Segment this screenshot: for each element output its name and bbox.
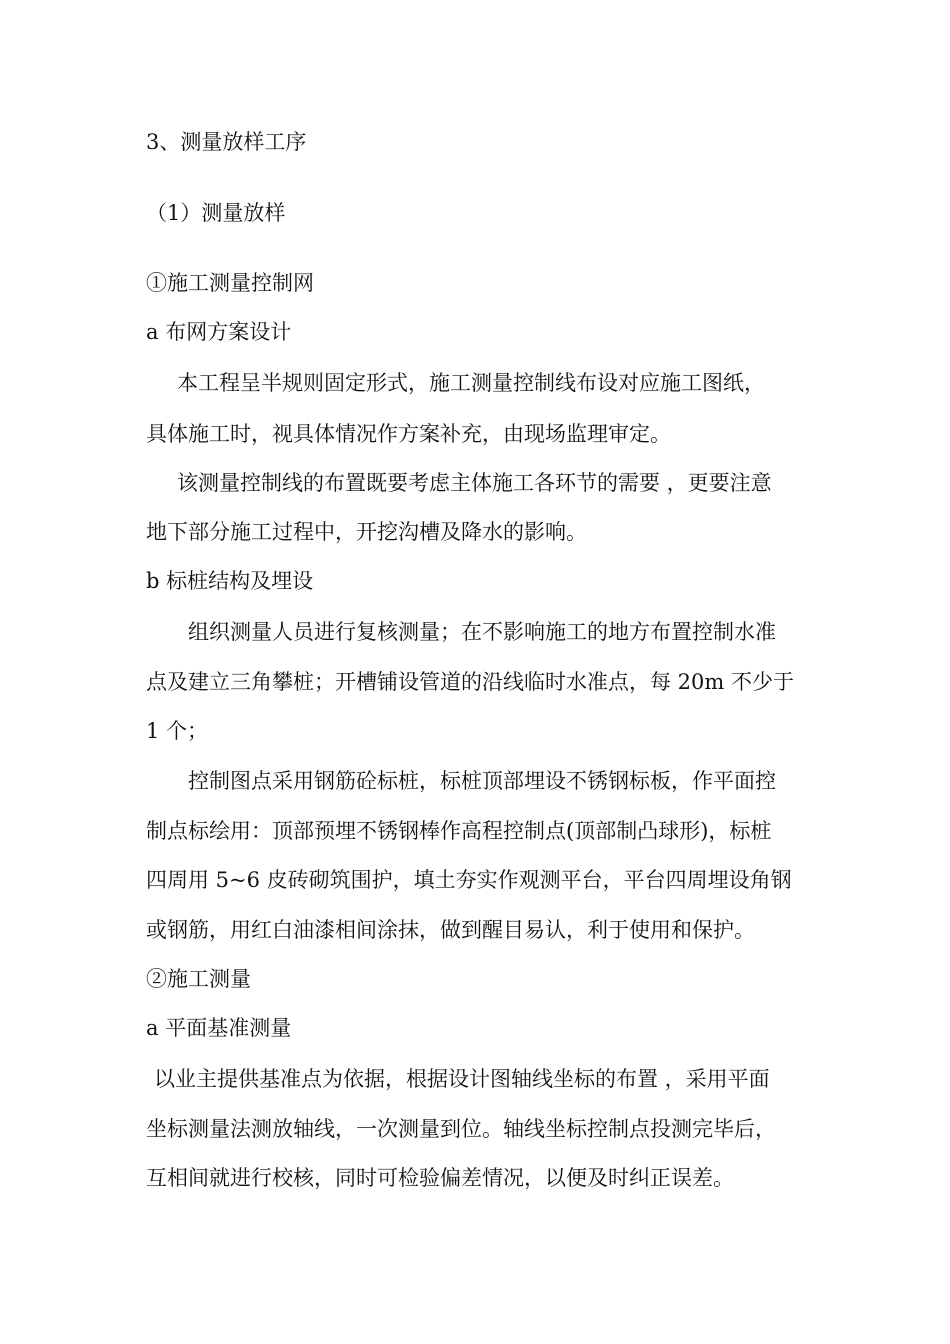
paragraph-line: 1 个； [146, 719, 209, 743]
paragraph-line: 控制图点采用钢筋砼标桩，标桩顶部埋设不锈钢标板，作平面控 [188, 769, 776, 793]
paragraph-line: 组织测量人员进行复核测量；在不影响施工的地方布置控制水准 [188, 620, 776, 644]
subsection-heading: （1）测量放样 [146, 201, 286, 225]
paragraph-line: 四周用 5~6 皮砖砌筑围护，填土夯实作观测平台，平台四周埋设角钢 [146, 868, 792, 892]
paragraph-line: 以业主提供基准点为依据，根据设计图轴线坐标的布置 ，采用平面 [154, 1067, 770, 1091]
part2-a-heading: a 平面基准测量 [146, 1016, 292, 1040]
paragraph-line: 制点标绘用：顶部预埋不锈钢棒作高程控制点(顶部制凸球形)，标桩 [146, 819, 772, 843]
paragraph-line: 本工程呈半规则固定形式，施工测量控制线布设对应施工图纸， [177, 371, 765, 395]
paragraph-line: 具体施工时，视具体情况作方案补充，由现场监理审定。 [146, 422, 671, 446]
section-heading: 3、测量放样工序 [146, 130, 307, 154]
paragraph-line: 点及建立三角攀桩；开槽铺设管道的沿线临时水准点，每 20m 不少于 [146, 670, 794, 694]
paragraph-line: 或钢筋，用红白油漆相间涂抹，做到醒目易认，利于使用和保护。 [146, 918, 755, 942]
part1-b-heading: b 标桩结构及埋设 [146, 569, 314, 593]
paragraph-line: 互相间就进行校核，同时可检验偏差情况，以便及时纠正误差。 [146, 1166, 734, 1190]
part1-heading: ①施工测量控制网 [146, 271, 314, 295]
part1-a-heading: a 布网方案设计 [146, 320, 292, 344]
paragraph-line: 该测量控制线的布置既要考虑主体施工各环节的需要 ，更要注意 [177, 471, 772, 495]
paragraph-line: 坐标测量法测放轴线，一次测量到位。轴线坐标控制点投测完毕后， [146, 1117, 776, 1141]
paragraph-line: 地下部分施工过程中，开挖沟槽及降水的影响。 [146, 520, 587, 544]
part2-heading: ②施工测量 [146, 967, 251, 991]
